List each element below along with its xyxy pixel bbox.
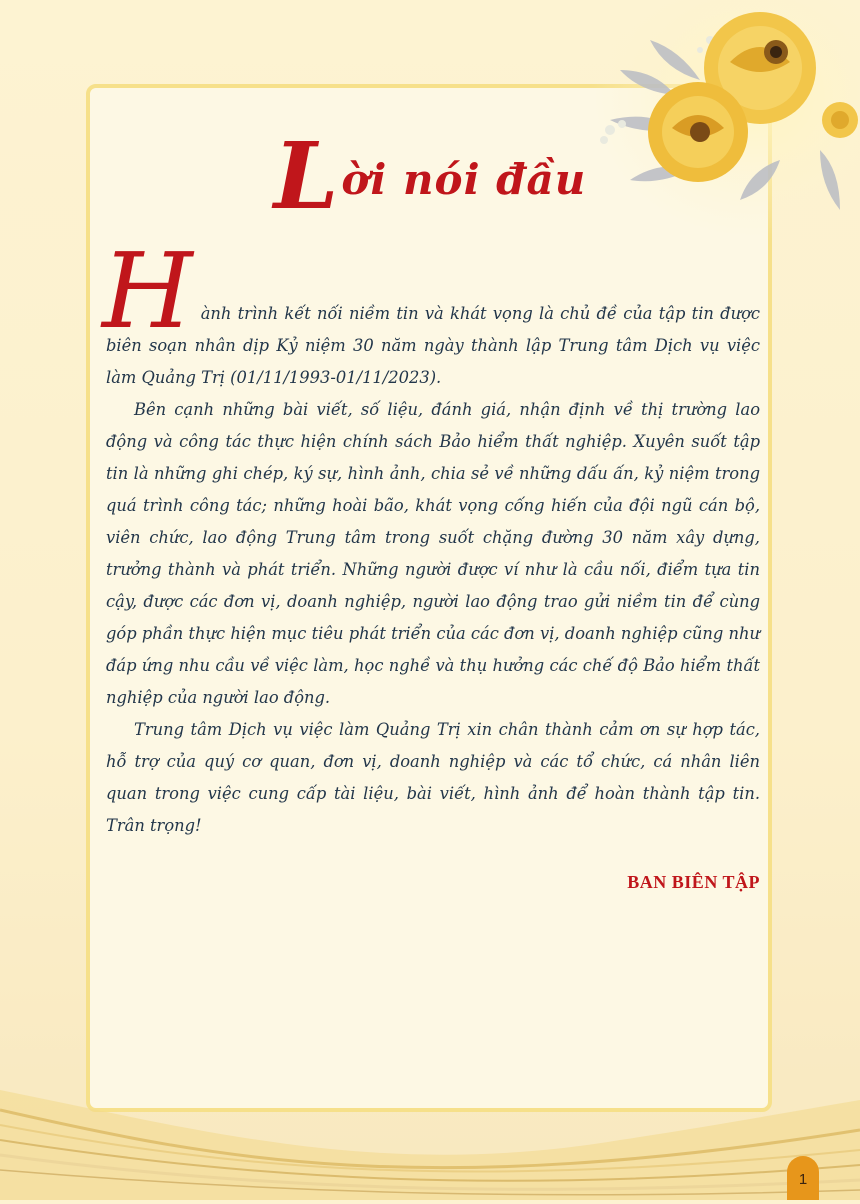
paragraph-2: Bên cạnh những bài viết, số liệu, đánh giá, nhận định về thị trường lao động và công tác thực hiện chính sách Bảo hiểm thất nghiệp. Xuyên suốt tập tin là những ghi chép, ký sự, hình ảnh, chia sẻ về những dấu ấn, kỷ niệm trong quá trình công tác; những hoài bão, khát vọng cống hiến của đội ngũ cán bộ, viên chức, lao động Trung tâm trong suốt chặng đường 30 năm xây dựng, trưởng thành và phát triển. Những người được ví như là cầu nối, điểm tựa tin cậy, được các đơn vị, doanh nghiệp, người lao động trao gửi niềm tin để cùng góp phần thực hiện mục tiêu phát triển của các đơn vị, doanh nghiệp cũng như đáp ứng nhu cầu về việc làm, học nghề và thụ hưởng các chế độ Bảo hiểm thất nghiệp của người lao động. [106, 400, 760, 707]
wave-decoration-icon [0, 1070, 860, 1200]
paragraph-1-text: ành trình kết nối niềm tin và khát vọng là chủ đề của tập tin được biên soạn nhân dịp Kỷ niệm 30 năm ngày thành lập Trung tâm Dịch vụ việc làm Quảng Trị (01/11/1993-01/11/2023). [106, 304, 760, 387]
page-number: 1 [787, 1156, 819, 1200]
body-text [102, 230, 760, 842]
title-initial: L [273, 122, 340, 230]
title-rest: ời nói đầu [341, 155, 587, 204]
drop-cap: H [102, 230, 193, 352]
paragraph-1 [102, 230, 760, 394]
paragraph-3: Trung tâm Dịch vụ việc làm Quảng Trị xin chân thành cảm ơn sự hợp tác, hỗ trợ của quý cơ quan, đơn vị, doanh nghiệp và các tổ chức, cá nhân liên quan trong việc cung cấp tài liệu, bài viết, hình ảnh để hoàn thành tập tin. Trân trọng! [106, 720, 760, 835]
signature: BAN BIÊN TẬP [627, 872, 760, 892]
page-title [0, 108, 860, 230]
